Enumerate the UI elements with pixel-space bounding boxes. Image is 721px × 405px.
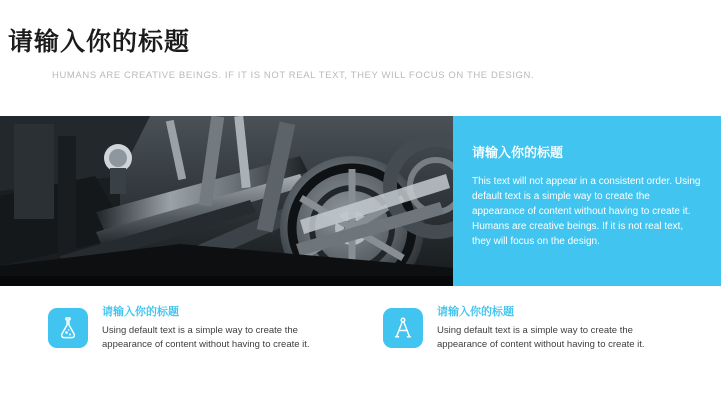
feature-row	[0, 303, 721, 373]
hero-image	[0, 116, 453, 286]
feature-text-1	[102, 303, 348, 352]
feature-text-2	[437, 303, 683, 352]
feature-body-1: Using default text is a simple way to create the appearance of content without having to create it.	[102, 325, 310, 350]
hero-text-panel	[453, 116, 721, 286]
feature-heading-2: 请输入你的标题	[437, 305, 514, 318]
compass-draft-icon	[383, 308, 423, 348]
hero-panel-body: This text will not appear in a consistent order. Using default text is a simple way to create the appearance of content without having to create it. Humans are creative beings. If it is not real text, they will focus on the design.	[472, 176, 701, 247]
feature-body-2: Using default text is a simple way to create the appearance of content without having to create it.	[437, 325, 645, 350]
feature-item-2	[383, 303, 683, 365]
page-subtitle: HUMANS ARE CREATIVE BEINGS. IF IT IS NOT REAL TEXT, THEY WILL FOCUS ON THE DESIGN.	[52, 70, 535, 81]
hero-panel-heading: 请输入你的标题	[472, 146, 564, 161]
flask-icon	[48, 308, 88, 348]
page-title: 请输入你的标题	[8, 27, 191, 56]
feature-heading-1: 请输入你的标题	[102, 305, 179, 318]
hero-band	[0, 116, 721, 286]
feature-item-1	[48, 303, 348, 365]
